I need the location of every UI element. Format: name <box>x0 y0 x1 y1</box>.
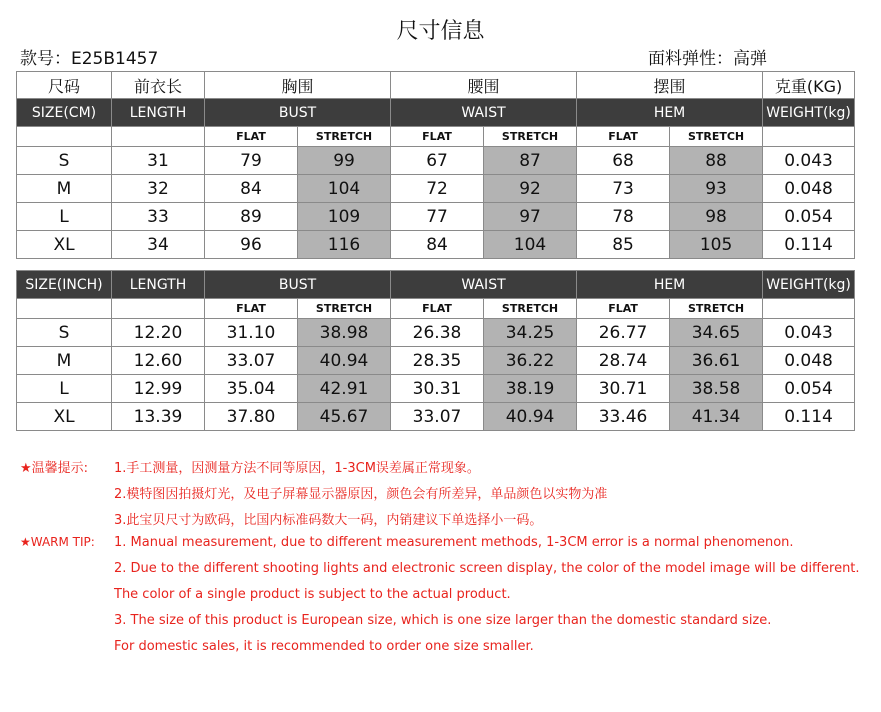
cell-weight: 0.114 <box>763 231 855 259</box>
cell-length: 12.60 <box>112 347 205 375</box>
size-table-cm <box>16 98 855 259</box>
tip-en-line-3: The color of a single product is subject to the actual product. <box>114 587 511 602</box>
cell-waist-flat: 67 <box>391 147 484 175</box>
cell-bust-flat: 35.04 <box>205 375 298 403</box>
header-size: SIZE(INCH) <box>17 271 112 299</box>
table-row <box>17 175 855 203</box>
cell-hem-flat: 26.77 <box>577 319 670 347</box>
cell-hem-flat: 78 <box>577 203 670 231</box>
cell-size: S <box>17 319 112 347</box>
page-title: 尺寸信息 <box>396 19 485 44</box>
table-header-row <box>17 99 855 127</box>
cell-weight: 0.043 <box>763 319 855 347</box>
chinese-header-row <box>16 71 855 99</box>
table-row <box>17 403 855 431</box>
header-hem: HEM <box>577 99 763 127</box>
header-bust: BUST <box>205 271 391 299</box>
cell-waist-flat: 26.38 <box>391 319 484 347</box>
cell-weight: 0.054 <box>763 375 855 403</box>
tip-en-line-4: 3. The size of this product is European size, which is one size larger than the domestic standard size. <box>114 613 772 628</box>
cell-weight: 0.048 <box>763 347 855 375</box>
cell-hem-stretch: 88 <box>670 147 763 175</box>
cell-length: 31 <box>112 147 205 175</box>
cell-size: S <box>17 147 112 175</box>
cell-size: M <box>17 175 112 203</box>
cell-waist-flat: 30.31 <box>391 375 484 403</box>
subheader-stretch: STRETCH <box>484 299 577 319</box>
tip-cn-label: ★温馨提示: <box>20 461 89 476</box>
subheader-flat: FLAT <box>391 127 484 147</box>
cell-bust-stretch: 116 <box>298 231 391 259</box>
tip-cn-line-2: 2.模特图因拍摄灯光，及电子屏幕显示器原因，颜色会有所差异，单品颜色以实物为准 <box>114 487 608 502</box>
table-row <box>17 231 855 259</box>
subheader-stretch: STRETCH <box>670 127 763 147</box>
header-waist: WAIST <box>391 271 577 299</box>
cell-waist-stretch: 38.19 <box>484 375 577 403</box>
cn-header-hem: 摆围 <box>577 72 763 99</box>
tip-en-line-1: 1. Manual measurement, due to different measurement methods, 1-3CM error is a normal phenomenon. <box>114 535 794 550</box>
cell-bust-flat: 84 <box>205 175 298 203</box>
cn-header-size: 尺码 <box>17 72 112 99</box>
subheader-flat: FLAT <box>391 299 484 319</box>
cell-length: 12.99 <box>112 375 205 403</box>
cell-hem-stretch: 105 <box>670 231 763 259</box>
header-weight: WEIGHT(kg) <box>763 271 855 299</box>
cell-bust-stretch: 38.98 <box>298 319 391 347</box>
subheader-row <box>17 127 855 147</box>
subheader-row <box>17 299 855 319</box>
tip-cn-line-1: 1.手工测量，因测量方法不同等原因，1-3CM误差属正常现象。 <box>114 461 480 476</box>
cell-hem-stretch: 93 <box>670 175 763 203</box>
subheader-flat: FLAT <box>577 299 670 319</box>
cell-weight: 0.043 <box>763 147 855 175</box>
cell-waist-flat: 28.35 <box>391 347 484 375</box>
subheader-stretch: STRETCH <box>670 299 763 319</box>
header-bust: BUST <box>205 99 391 127</box>
cell-length: 12.20 <box>112 319 205 347</box>
tip-en-label: ★WARM TIP: <box>20 535 95 549</box>
cell-bust-flat: 79 <box>205 147 298 175</box>
subheader-empty <box>763 127 855 147</box>
fabric-elasticity: 面料弹性：高弹 <box>648 49 767 69</box>
subheader-empty <box>112 299 205 319</box>
subheader-flat: FLAT <box>205 299 298 319</box>
cell-weight: 0.048 <box>763 175 855 203</box>
header-hem: HEM <box>577 271 763 299</box>
cell-bust-stretch: 109 <box>298 203 391 231</box>
cell-bust-flat: 89 <box>205 203 298 231</box>
cell-waist-flat: 33.07 <box>391 403 484 431</box>
subheader-empty <box>112 127 205 147</box>
cell-waist-stretch: 92 <box>484 175 577 203</box>
header-length: LENGTH <box>112 99 205 127</box>
cell-hem-flat: 28.74 <box>577 347 670 375</box>
cell-hem-stretch: 41.34 <box>670 403 763 431</box>
cell-waist-stretch: 34.25 <box>484 319 577 347</box>
header-length: LENGTH <box>112 271 205 299</box>
cell-weight: 0.054 <box>763 203 855 231</box>
cell-waist-stretch: 87 <box>484 147 577 175</box>
cell-waist-flat: 77 <box>391 203 484 231</box>
cn-header-weight: 克重(KG) <box>763 72 855 99</box>
cell-hem-flat: 33.46 <box>577 403 670 431</box>
cell-length: 34 <box>112 231 205 259</box>
cell-hem-stretch: 38.58 <box>670 375 763 403</box>
cell-waist-flat: 84 <box>391 231 484 259</box>
cell-bust-stretch: 104 <box>298 175 391 203</box>
cell-hem-flat: 68 <box>577 147 670 175</box>
cell-bust-stretch: 99 <box>298 147 391 175</box>
cell-bust-flat: 31.10 <box>205 319 298 347</box>
cell-size: XL <box>17 231 112 259</box>
cn-header-length: 前衣长 <box>112 72 205 99</box>
cell-bust-flat: 33.07 <box>205 347 298 375</box>
size-table-inch <box>16 270 855 431</box>
tip-cn-line-3: 3.此宝贝尺寸为欧码，比国内标准码数大一码，内销建议下单选择小一码。 <box>114 513 543 528</box>
cell-size: L <box>17 203 112 231</box>
subheader-stretch: STRETCH <box>298 127 391 147</box>
cell-hem-flat: 73 <box>577 175 670 203</box>
cell-size: XL <box>17 403 112 431</box>
cell-size: M <box>17 347 112 375</box>
cell-bust-flat: 37.80 <box>205 403 298 431</box>
cell-size: L <box>17 375 112 403</box>
subheader-stretch: STRETCH <box>484 127 577 147</box>
cell-length: 32 <box>112 175 205 203</box>
header-weight: WEIGHT(kg) <box>763 99 855 127</box>
cell-bust-stretch: 40.94 <box>298 347 391 375</box>
cell-waist-flat: 72 <box>391 175 484 203</box>
cell-bust-stretch: 42.91 <box>298 375 391 403</box>
cell-length: 13.39 <box>112 403 205 431</box>
cell-waist-stretch: 36.22 <box>484 347 577 375</box>
table-header-row <box>17 271 855 299</box>
cell-waist-stretch: 40.94 <box>484 403 577 431</box>
cell-bust-stretch: 45.67 <box>298 403 391 431</box>
cell-bust-flat: 96 <box>205 231 298 259</box>
table-row <box>17 203 855 231</box>
tip-en-line-5: For domestic sales, it is recommended to order one size smaller. <box>114 639 534 654</box>
cell-hem-stretch: 34.65 <box>670 319 763 347</box>
table-row <box>17 319 855 347</box>
subheader-empty <box>763 299 855 319</box>
cell-length: 33 <box>112 203 205 231</box>
table-row <box>17 375 855 403</box>
cell-hem-flat: 85 <box>577 231 670 259</box>
cell-weight: 0.114 <box>763 403 855 431</box>
cn-header-waist: 腰围 <box>391 72 577 99</box>
cell-hem-flat: 30.71 <box>577 375 670 403</box>
style-number: 款号：E25B1457 <box>20 49 159 69</box>
table-row <box>17 147 855 175</box>
table-row <box>17 347 855 375</box>
subheader-empty <box>17 127 112 147</box>
subheader-flat: FLAT <box>205 127 298 147</box>
cell-hem-stretch: 36.61 <box>670 347 763 375</box>
cell-waist-stretch: 104 <box>484 231 577 259</box>
subheader-empty <box>17 299 112 319</box>
cn-header-bust: 胸围 <box>205 72 391 99</box>
header-size: SIZE(CM) <box>17 99 112 127</box>
subheader-stretch: STRETCH <box>298 299 391 319</box>
subheader-flat: FLAT <box>577 127 670 147</box>
cell-hem-stretch: 98 <box>670 203 763 231</box>
tip-en-line-2: 2. Due to the different shooting lights and electronic screen display, the color of the model image will be different. <box>114 561 860 576</box>
cell-waist-stretch: 97 <box>484 203 577 231</box>
header-waist: WAIST <box>391 99 577 127</box>
